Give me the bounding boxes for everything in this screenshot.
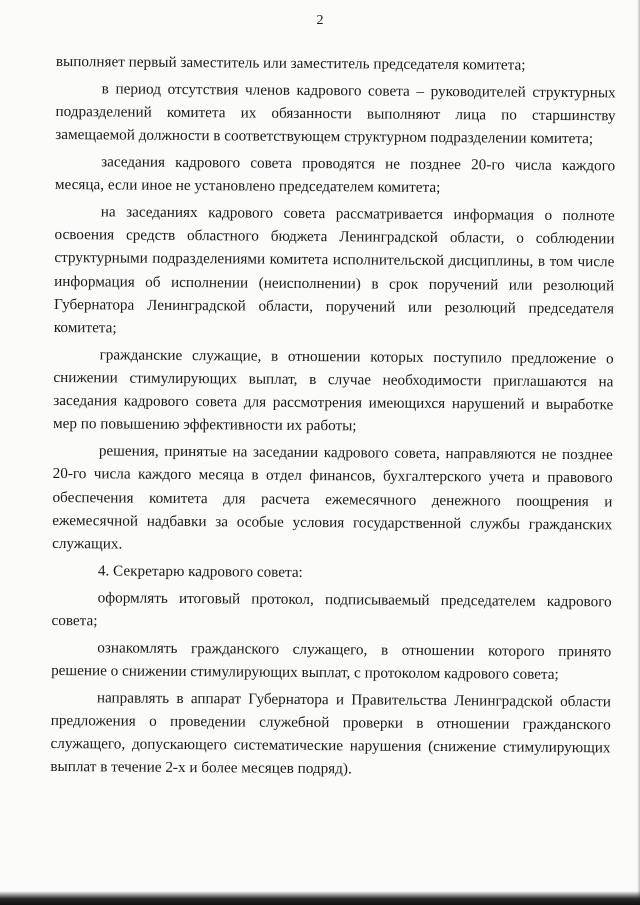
paragraph: гражданские служащие, в отношении которых поступило предложение о снижении стимулирующих выплат, в случае необходимости приглашаются на заседания кадрового совета для рассмотрения имеющихся нарушений и выработке мер по повышению эффективности их работы;: [52, 346, 614, 435]
section-heading: 4. Секретарю кадрового совета:: [97, 562, 303, 581]
paragraph: ознакомлять гражданского служащего, в отношении которого принято решение о снижении стимулирующих выплат, с протоколом кадрового совета;: [51, 638, 612, 683]
document-body: [50, 50, 616, 786]
page-number: 2: [316, 13, 324, 28]
paragraph: заседания кадрового совета проводятся не позднее 20-го числа каждого месяца, если иное не установлено председателем комитета;: [54, 153, 616, 197]
paragraph: на заседаниях кадрового совета рассматривается информация о полноте освоения средств областного бюджета Ленинградской области, о соблюдении структурными подразделениями комитета исполнительской дисциплины, в том числе информация об исполнении (неисполнении) в срок поручений или резолюций Губернатора Ленинградской области, поручений или резолюций председателя комитета;: [53, 203, 615, 337]
scan-edge-bottom: [0, 891, 640, 905]
paragraph: оформлять итоговый протокол, подписываемый председателем кадрового совета;: [51, 588, 612, 630]
paragraph: направлять в аппарат Губернатора и Правительства Ленинградской области предложения о проведении служебной проверки в отношении гражданского служащего, допускающего систематические нарушения (снижение стимулирующих выплат в течение 2-х и более месяцев подряд).: [50, 688, 611, 778]
paragraph: в период отсутствия членов кадрового совета – руководителей структурных подразделений комитета их обязанности выполняют лица по старшинству замещаемой должности в соответствующем структурном подразделении комитета;: [55, 80, 616, 148]
paragraph: решения, принятые на заседании кадрового совета, направляются не позднее 20-го числа каждого месяца в отдел финансов, бухгалтерского учета и правового обеспечения комитета для расчета ежемесячного денежного поощрения и ежемесячной надбавки за особые условия государственной службы гражданских служащих.: [52, 442, 613, 553]
paragraph: выполняет первый заместитель или заместитель председателя комитета;: [55, 52, 526, 74]
